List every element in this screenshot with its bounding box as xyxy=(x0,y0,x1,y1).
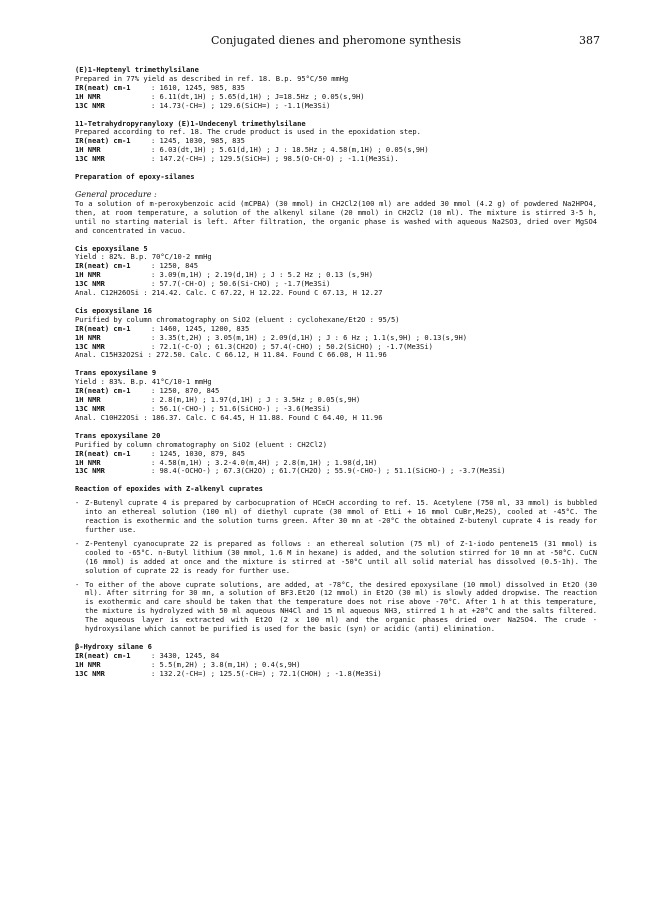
section-block xyxy=(75,66,597,111)
prep-line: Prepared according to ref. 18. The crude product is used in the epoxidation step. xyxy=(75,127,421,137)
spectral-value: : 57.7(-CH-O) ; 50.6(Si-CHO) ; -1.7(Me3Si) xyxy=(151,279,331,289)
running-title: Conjugated dienes and pheromone synthesis xyxy=(210,34,462,47)
running-header xyxy=(72,34,600,52)
spectral-value: : 1250, 870, 845 xyxy=(151,386,220,396)
elemental-analysis: Anal. C10H22OSi : 186.37. Calc. C 64.45, H 11.88. Found C 64.40, H 11.96 xyxy=(75,412,383,422)
spectral-row xyxy=(75,102,597,111)
article-body xyxy=(75,65,602,679)
spectral-label: IR(neat) cm-1 xyxy=(75,650,131,660)
procedure-bullet xyxy=(75,538,602,576)
spectral-label: IR(neat) cm-1 xyxy=(75,386,131,396)
bullet-dash: - xyxy=(75,498,80,508)
spectral-value: : 56.1(-CHO-) ; 51.6(SiCHO-) ; -3.6(Me3Si) xyxy=(151,404,331,413)
spectral-value: : 6.03(dt,1H) ; 5.61(d,1H) ; J : 18.5Hz ; 4.58(m,1H) ; 0.05(s,9H) xyxy=(151,145,429,155)
compound-heading: Cis epoxysilane 16 xyxy=(75,305,152,315)
prep-line: Prepared in 77% yield as described in ref. 18. B.p. 95°C/50 mmHg xyxy=(75,73,349,83)
spectral-value: : 5.5(m,2H) ; 3.8(m,1H) ; 0.4(s,9H) xyxy=(151,659,301,669)
compound-heading: Trans epoxysilane 20 xyxy=(75,430,161,440)
spectral-label: 1H NMR xyxy=(75,395,101,405)
spectral-label: 1H NMR xyxy=(75,270,101,280)
section-block xyxy=(75,189,602,236)
compound-heading: Cis epoxysilane 5 xyxy=(75,243,148,253)
bullet-text: To either of the above cuprate solutions, are added, at -78°C, the desired epoxysilane (10 mmol) dissolved in Et2O (30 ml). After sitrring for 30 mn, a solution of BF3.Et2O (12 mmol) in Et2O (30 ml) is slowly added dropwise. The reaction is exothermic and care should be taken that the temperature does not rise above -70°C. After 1 h at this temperature, the mixture is hydrolyzed with 50 ml aqueous NH4Cl and 15 ml aqueous NH3, stirred 1 h at +20°C and the salts filtered. The aqueous layer is extracted with Et2O (2 x 100 ml) and the organic phases dried over Na2SO4. The crude -hydroxysilane which cannot be purified is used for the basic (syn) or acidic (anti) elimination. xyxy=(85,579,602,634)
prep-line: Purified by column chromatography on SiO2 (eluent : CH2Cl2) xyxy=(75,439,327,449)
spectral-value: : 3430, 1245, 84 xyxy=(151,650,220,660)
spectral-row xyxy=(75,670,597,679)
spectral-row xyxy=(75,467,597,476)
spectral-label: 13C NMR xyxy=(75,466,105,476)
spectral-label: 13C NMR xyxy=(75,404,105,413)
compound-heading: Trans epoxysilane 9 xyxy=(75,368,157,378)
procedure-bullet xyxy=(75,498,602,535)
spectral-value: : 72.1(-C-O) ; 61.3(CH2O) ; 57.4(-CHO) ; 50.2(SiCHO) ; -1.7(Me3Si) xyxy=(151,341,433,351)
bullet-dash: - xyxy=(75,538,80,548)
prep-line: Yield : 82%. B.p. 70°C/10-2 mmHg xyxy=(75,252,212,262)
section-block xyxy=(75,307,597,360)
section-block xyxy=(75,369,597,422)
spectral-value: : 98.4(-OCHO-) ; 67.3(CH2O) ; 61.7(CH2O) ; 55.9(-CHO-) ; 51.1(SiCHO-) ; -3.7(Me3Si) xyxy=(151,466,506,476)
section-block xyxy=(75,120,597,165)
spectral-value: : 1460, 1245, 1200, 835 xyxy=(151,323,250,333)
section-block xyxy=(75,432,597,477)
elemental-analysis: Anal. C15H32O2Si : 272.50. Calc. C 66.12, H 11.84. Found C 66.08, H 11.96 xyxy=(75,350,387,360)
bullet-text: Z-Butenyl cuprate 4 is prepared by carbocupration of HC≡CH according to ref. 15. Acetylene (750 ml, 33 mmol) is bubbled into an ethereal solution (100 ml) of diethyl cuprate (30 mmol of EtLi + 16 mmol CuBr,Me2S), cooled at -45°C. The reaction is exothermic and the solution turns green. After 30 mn at -20°C the obtained Z-butenyl cuprate 4 is ready for further use. xyxy=(85,498,602,534)
spectral-value: : 1245, 1030, 879, 845 xyxy=(151,448,245,458)
bullet-dash: - xyxy=(75,579,80,589)
compound-heading: β-Hydroxy silane 6 xyxy=(75,641,152,651)
section-block xyxy=(75,485,597,494)
page-number: 387 xyxy=(579,34,600,47)
prep-line: Yield : 83%. B.p. 41°C/10-1 mmHg xyxy=(75,377,212,387)
section-heading: Reaction of epoxides with Z-alkenyl cuprates xyxy=(75,484,263,494)
section-block xyxy=(75,498,602,634)
procedure-text: To a solution of m-peroxybenzoic acid (mCPBA) (30 mmol) in CH2Cl2(100 ml) are added 30 mmol (4.2 g) of powdered Na2HPO4, then, at room temperature, a solution of the alkenyl silane (20 mmol) in CH2Cl2 (10 ml). The mixture is stirred 3-5 h, until no starting material is left. After filtration, the organic phase is washed with aqueous Na2SO3, dried over MgSO4 and concentrated in vacuo. xyxy=(75,198,602,235)
prep-line: Purified by column chromatography on SiO2 (eluent : cyclohexane/Et2O : 95/5) xyxy=(75,314,400,324)
section-block xyxy=(75,173,597,182)
spectral-value: : 147.2(-CH=) ; 129.5(SiCH=) ; 98.5(O-CH-O) ; -1.1(Me3Si). xyxy=(151,154,399,164)
spectral-label: 13C NMR xyxy=(75,668,105,678)
spectral-label: 1H NMR xyxy=(75,659,101,669)
spectral-value: : 3.35(t,2H) ; 3.05(m,1H) ; 2.09(d,1H) ; J : 6 Hz ; 1.1(s,9H) ; 0.13(s,9H) xyxy=(151,332,468,342)
spectral-value: : 132.2(-CH=) ; 125.5(-CH=) ; 72.1(CHOH) ; -1.8(Me3Si) xyxy=(151,668,382,678)
spectral-label: 1H NMR xyxy=(75,457,101,467)
spectral-value: : 1610, 1245, 985, 835 xyxy=(151,82,245,92)
spectral-value: : 1250, 845 xyxy=(151,261,198,271)
section-heading: Preparation of epoxy-silanes xyxy=(75,172,195,182)
spectral-label: 1H NMR xyxy=(75,332,101,342)
spectral-value: : 1245, 1030, 985, 835 xyxy=(151,136,245,146)
spectral-label: IR(neat) cm-1 xyxy=(75,82,131,92)
compound-heading: 11-Tetrahydropyranyloxy (E)1-Undecenyl trimethylsilane xyxy=(75,118,306,128)
spectral-label: IR(neat) cm-1 xyxy=(75,261,131,271)
spectral-label: IR(neat) cm-1 xyxy=(75,323,131,333)
spectral-label: 1H NMR xyxy=(75,145,101,155)
section-block xyxy=(75,245,597,298)
spectral-label: 13C NMR xyxy=(75,100,105,110)
spectral-value: : 4.58(m,1H) ; 3.2-4.0(m,4H) ; 2.8(m,1H) ; 1.98(d,1H) xyxy=(151,457,378,467)
procedure-label-suffix: : xyxy=(151,189,157,199)
spectral-value: : 2.8(m,1H) ; 1.97(d,1H) ; J : 3.5Hz ; 0.05(s,9H) xyxy=(151,395,361,405)
spectral-value: : 3.09(m,1H) ; 2.19(d,1H) ; J : 5.2 Hz ; 0.13 (s,9H) xyxy=(151,270,374,280)
spectral-label: 13C NMR xyxy=(75,154,105,164)
spectral-label: IR(neat) cm-1 xyxy=(75,448,131,458)
spectral-value: : 14.73(-CH=) ; 129.6(SiCH=) ; -1.1(Me3Si) xyxy=(151,100,331,110)
procedure-label-text: General procedure xyxy=(75,189,152,199)
spectral-label: 1H NMR xyxy=(75,91,101,101)
spectral-value: : 6.11(dt,1H) ; 5.65(d,1H) ; J=18.5Hz ; 0.05(s,9H) xyxy=(151,91,365,101)
spectral-row xyxy=(75,155,597,164)
bullet-text: Z-Pentenyl cyanocuprate 22 is prepared as follows : an ethereal solution (75 ml) of Z-1-iodo pentene15 (31 mmol) is cooled to -65°C. n-Butyl lithium (30 mmol, 1.6 M in hexane) is added, and the solution stirred for 10 mn at -50°C. CuCN (16 mmol) is added at once and the mixture is stirred at -50°C until all solid material has dissolved (0.5-1h). The solution of cuprate 22 is ready for further use. xyxy=(85,538,602,575)
spectral-label: 13C NMR xyxy=(75,341,105,351)
procedure-bullet xyxy=(75,579,602,634)
elemental-analysis: Anal. C12H26OSi : 214.42. Calc. C 67.22, H 12.22. Found C 67.13, H 12.27 xyxy=(75,288,383,298)
spectral-label: IR(neat) cm-1 xyxy=(75,136,131,146)
section-block xyxy=(75,643,597,679)
compound-heading: (E)1-Heptenyl trimethylsilane xyxy=(75,65,199,74)
spectral-label: 13C NMR xyxy=(75,279,105,289)
